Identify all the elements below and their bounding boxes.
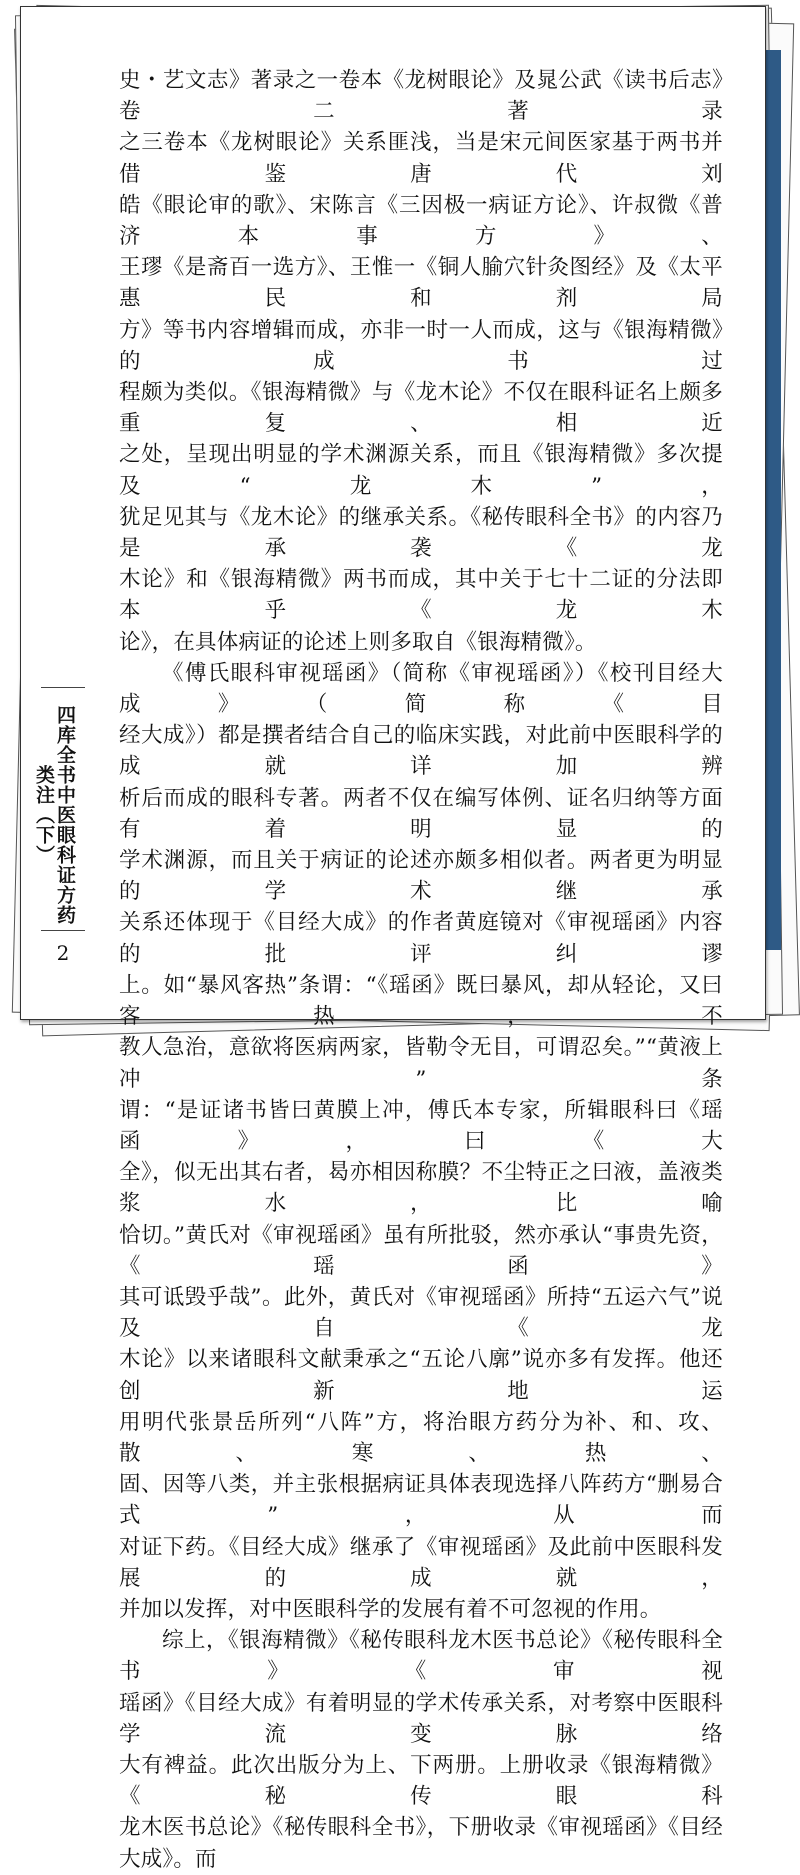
text-line: 谓：“是证诸书皆曰黄膜上冲，傅氏本专家，所辑眼科曰《瑶函》，曰《大 <box>119 1097 723 1154</box>
text-line: 其可诋毁乎哉”。此外，黄氏对《审视瑶函》所持“五运六气”说及自《龙 <box>119 1284 723 1342</box>
text-line: 王璆《是斋百一选方》、王惟一《铜人腧穴针灸图经》及《太平惠民和剂局 <box>119 255 723 312</box>
text-line: 经大成》）都是撰者结合自己的临床实践，对此前中医眼科学的成就详加辨 <box>119 723 723 780</box>
text-line: 并加以发挥，对中医眼科学的发展有着不可忽视的作用。 <box>119 1596 662 1622</box>
text-line: 方》等书内容增辑而成，亦非一时一人而成，这与《银海精微》的成书过 <box>119 317 723 374</box>
text-line: 木论》和《银海精微》两书而成，其中关于七十二证的分法即本乎《龙木 <box>119 567 723 624</box>
text-line: 对证下药。《目经大成》继承了《审视瑶函》及此前中医眼科发展的成就， <box>119 1534 723 1591</box>
text-line: 龙木医书总论》《秘传眼科全书》，下册收录《审视瑶函》《目经大成》。而 <box>119 1815 723 1872</box>
text-line: 皓《眼论审的歌》、宋陈言《三因极一病证方论》、许叔微《普济本事方》、 <box>119 192 723 250</box>
text-line: 程颇为类似。《银海精微》与《龙木论》不仅在眼科证名上颇多重复、相近 <box>119 380 723 437</box>
text-line: 固、因等八类，并主张根据病证具体表现选择八阵药方“删易合式”，从而 <box>119 1472 723 1529</box>
body-text <box>119 65 723 1875</box>
text-line: 《傅氏眼科审视瑶函》（简称《审视瑶函》）《校刊目经大成》（简称《目 <box>119 660 723 718</box>
text-line: 论》，在具体病证的论述上则多取自《银海精微》。 <box>119 629 597 655</box>
text-line: 恰切。”黄氏对《审视瑶函》虽有所批驳，然亦承认“事贵先资，《瑶函》 <box>119 1222 723 1279</box>
running-head-rule-bottom <box>41 930 85 931</box>
text-line: 析后而成的眼科专著。两者不仅在编写体例、证名归纳等方面有着明显的 <box>119 785 723 842</box>
text-line: 用明代张景岳所列“八阵”方，将治眼方药分为补、和、攻、散、寒、热、 <box>119 1409 723 1466</box>
page-edge-color-strip <box>764 50 781 950</box>
text-line: 上。如“暴风客热”条谓：“《瑶函》既曰暴风，却从轻论，又曰客热，不 <box>119 972 723 1030</box>
book-title: 四库全书中医眼科证方药类注（下） <box>33 705 76 925</box>
text-line: 史・艺文志》著录之一卷本《龙树眼论》及晁公武《读书后志》卷二著录 <box>119 68 723 125</box>
text-line: 全》，似无出其右者，曷亦相因称膜？不尘特正之曰液，盖液类浆水，比喻 <box>119 1160 723 1217</box>
text-line: 大有裨益。此次出版分为上、下两册。上册收录《银海精微》《秘传眼科 <box>119 1752 723 1810</box>
text-line: 综上，《银海精微》《秘传眼科龙木医书总论》《秘传眼科全书》《审视 <box>119 1628 723 1685</box>
text-line: 教人急治，意欲将医病两家，皆勒令无目，可谓忍矣。”“黄液上冲”条 <box>119 1035 723 1092</box>
text-line: 木论》以来诸眼科文献秉承之“五论八廓”说亦多有发挥。他还创新地运 <box>119 1347 723 1404</box>
text-line: 关系还体现于《目经大成》的作者黄庭镜对《审视瑶函》内容的批评纠谬 <box>119 910 723 967</box>
text-line: 之处，呈现出明显的学术渊源关系，而且《银海精微》多次提及“龙木”， <box>119 442 723 499</box>
text-line: 之三卷本《龙树眼论》关系匪浅，当是宋元间医家基于两书并借鉴唐代刘 <box>119 130 723 187</box>
running-head <box>35 687 91 965</box>
running-head-rule-top <box>41 687 85 688</box>
book-page <box>20 6 766 1872</box>
text-line: 瑶函》《目经大成》有着明显的学术传承关系，对考察中医眼科学流变脉络 <box>119 1690 723 1747</box>
text-line: 犹足见其与《龙木论》的继承关系。《秘传眼科全书》的内容乃是承袭《龙 <box>119 504 723 562</box>
page-number: 2 <box>56 941 70 965</box>
text-line: 学术渊源，而且关于病证的论述亦颇多相似者。两者更为明显的学术继承 <box>119 848 723 905</box>
